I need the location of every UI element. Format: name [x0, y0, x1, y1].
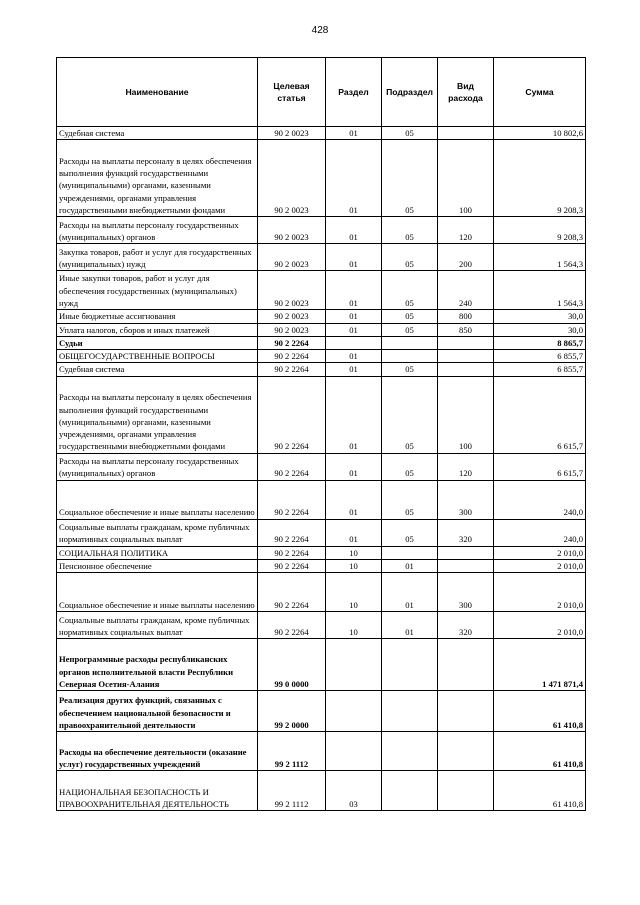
table-row: [57, 140, 586, 217]
table-row: [57, 376, 586, 453]
table-row: [57, 519, 586, 546]
row-name-cell: Непрограммные расходы республиканских органов исполнительной власти Республики Северная Осетия-Алания: [57, 639, 258, 691]
header-subsection: Подраздел: [382, 58, 438, 127]
row-name-cell: Уплата налогов, сборов и иных платежей: [57, 323, 258, 336]
row-article-cell: 90 2 0023: [258, 310, 326, 323]
row-section-cell: 01: [326, 140, 382, 217]
row-sum-cell: 240,0: [494, 519, 586, 546]
row-article-cell: 90 2 0023: [258, 323, 326, 336]
row-type-cell: [438, 350, 494, 363]
row-name-cell: Закупка товаров, работ и услуг для государственных (муниципальных) нужд: [57, 244, 258, 271]
row-sum-cell: 2 010,0: [494, 573, 586, 612]
row-type-cell: [438, 732, 494, 771]
row-article-cell: 90 2 2264: [258, 350, 326, 363]
row-subsection-cell: 05: [382, 453, 438, 480]
row-subsection-cell: 05: [382, 519, 438, 546]
row-article-cell: 90 2 2264: [258, 612, 326, 639]
row-name-cell: Пенсионное обеспечение: [57, 560, 258, 573]
row-type-cell: 850: [438, 323, 494, 336]
row-section-cell: 10: [326, 546, 382, 559]
table-row: [57, 336, 586, 349]
table-header-row: [57, 58, 586, 127]
table-row: [57, 639, 586, 691]
table-body: [57, 127, 586, 811]
row-name-cell: НАЦИОНАЛЬНАЯ БЕЗОПАСНОСТЬ И ПРАВООХРАНИТЕЛЬНАЯ ДЕЯТЕЛЬНОСТЬ: [57, 771, 258, 811]
table-row: [57, 480, 586, 519]
row-type-cell: 300: [438, 573, 494, 612]
row-section-cell: 01: [326, 323, 382, 336]
header-name: Наименование: [57, 58, 258, 127]
row-subsection-cell: [382, 350, 438, 363]
table-row: [57, 771, 586, 811]
table-row: [57, 546, 586, 559]
table-row: [57, 612, 586, 639]
row-name-cell: Расходы на обеспечение деятельности (оказание услуг) государственных учреждений: [57, 732, 258, 771]
row-type-cell: 100: [438, 376, 494, 453]
row-subsection-cell: 05: [382, 271, 438, 310]
page-number: 428: [311, 25, 329, 36]
row-section-cell: 01: [326, 376, 382, 453]
table-row: [57, 350, 586, 363]
row-subsection-cell: [382, 771, 438, 811]
row-article-cell: 90 2 2264: [258, 480, 326, 519]
row-article-cell: 90 2 0023: [258, 127, 326, 140]
row-type-cell: [438, 127, 494, 140]
table-row: [57, 560, 586, 573]
row-name-cell: Иные закупки товаров, работ и услуг для обеспечения государственных (муниципальных) нужд: [57, 271, 258, 310]
row-article-cell: 90 2 2264: [258, 560, 326, 573]
row-section-cell: 01: [326, 244, 382, 271]
row-sum-cell: 30,0: [494, 323, 586, 336]
row-type-cell: 320: [438, 519, 494, 546]
budget-table: [56, 57, 586, 811]
table-row: [57, 323, 586, 336]
row-article-cell: 99 2 1112: [258, 771, 326, 811]
row-type-cell: [438, 771, 494, 811]
row-subsection-cell: 05: [382, 140, 438, 217]
row-section-cell: 01: [326, 271, 382, 310]
row-subsection-cell: [382, 336, 438, 349]
row-sum-cell: 30,0: [494, 310, 586, 323]
row-sum-cell: 1 564,3: [494, 244, 586, 271]
row-name-cell: Реализация других функций, связанных с обеспечением национальной безопасности и правоохранительной деятельности: [57, 691, 258, 732]
row-type-cell: 200: [438, 244, 494, 271]
row-section-cell: 01: [326, 519, 382, 546]
row-sum-cell: 10 802,6: [494, 127, 586, 140]
row-section-cell: 03: [326, 771, 382, 811]
row-subsection-cell: 05: [382, 244, 438, 271]
row-sum-cell: 61 410,8: [494, 732, 586, 771]
row-type-cell: 240: [438, 271, 494, 310]
header-sum: Сумма: [494, 58, 586, 127]
row-article-cell: 90 2 2264: [258, 519, 326, 546]
row-sum-cell: 9 208,3: [494, 140, 586, 217]
row-type-cell: [438, 691, 494, 732]
row-type-cell: 120: [438, 453, 494, 480]
row-subsection-cell: 05: [382, 323, 438, 336]
row-name-cell: Расходы на выплаты персоналу в целях обеспечения выполнения функций государственными (муниципальными) органами, казенными учреждениями, органами управления государственными внебюджетными фондами: [57, 376, 258, 453]
row-name-cell: ОБЩЕГОСУДАРСТВЕННЫЕ ВОПРОСЫ: [57, 350, 258, 363]
row-subsection-cell: [382, 691, 438, 732]
row-name-cell: Судебная система: [57, 363, 258, 376]
row-name-cell: Расходы на выплаты персоналу государственных (муниципальных) органов: [57, 453, 258, 480]
row-article-cell: 90 2 2264: [258, 453, 326, 480]
row-name-cell: Иные бюджетные ассигнования: [57, 310, 258, 323]
row-subsection-cell: 05: [382, 363, 438, 376]
row-sum-cell: 6 615,7: [494, 376, 586, 453]
row-article-cell: 99 2 0000: [258, 691, 326, 732]
row-section-cell: [326, 691, 382, 732]
header-target-article: Целевая статья: [258, 58, 326, 127]
table-row: [57, 453, 586, 480]
row-name-cell: Расходы на выплаты персоналу государственных (муниципальных) органов: [57, 217, 258, 244]
row-article-cell: 90 2 2264: [258, 546, 326, 559]
row-section-cell: [326, 336, 382, 349]
table-row: [57, 310, 586, 323]
row-subsection-cell: 05: [382, 310, 438, 323]
row-sum-cell: 6 855,7: [494, 363, 586, 376]
row-type-cell: 300: [438, 480, 494, 519]
row-sum-cell: 1 471 871,4: [494, 639, 586, 691]
row-type-cell: 320: [438, 612, 494, 639]
row-section-cell: 01: [326, 217, 382, 244]
row-subsection-cell: 01: [382, 573, 438, 612]
table-row: [57, 271, 586, 310]
row-sum-cell: 9 208,3: [494, 217, 586, 244]
row-section-cell: 01: [326, 127, 382, 140]
row-article-cell: 90 2 2264: [258, 363, 326, 376]
row-subsection-cell: 01: [382, 612, 438, 639]
row-section-cell: [326, 639, 382, 691]
row-type-cell: [438, 639, 494, 691]
row-article-cell: 90 2 2264: [258, 573, 326, 612]
row-type-cell: [438, 546, 494, 559]
row-sum-cell: 1 564,3: [494, 271, 586, 310]
header-section: Раздел: [326, 58, 382, 127]
row-type-cell: 120: [438, 217, 494, 244]
row-type-cell: 800: [438, 310, 494, 323]
row-name-cell: Социальное обеспечение и иные выплаты населению: [57, 573, 258, 612]
row-article-cell: 90 2 2264: [258, 376, 326, 453]
row-name-cell: Социальное обеспечение и иные выплаты населению: [57, 480, 258, 519]
row-article-cell: 90 2 0023: [258, 244, 326, 271]
row-type-cell: 100: [438, 140, 494, 217]
row-sum-cell: 61 410,8: [494, 691, 586, 732]
table-row: [57, 691, 586, 732]
row-sum-cell: 240,0: [494, 480, 586, 519]
row-section-cell: 01: [326, 350, 382, 363]
row-subsection-cell: 01: [382, 560, 438, 573]
row-sum-cell: 6 855,7: [494, 350, 586, 363]
row-name-cell: СОЦИАЛЬНАЯ ПОЛИТИКА: [57, 546, 258, 559]
table-row: [57, 217, 586, 244]
row-article-cell: 90 2 2264: [258, 336, 326, 349]
row-sum-cell: 6 615,7: [494, 453, 586, 480]
row-article-cell: 99 0 0000: [258, 639, 326, 691]
row-subsection-cell: 05: [382, 376, 438, 453]
row-section-cell: 01: [326, 453, 382, 480]
table-row: [57, 244, 586, 271]
row-subsection-cell: 05: [382, 217, 438, 244]
row-sum-cell: 2 010,0: [494, 612, 586, 639]
header-expense-type: Вид расхода: [438, 58, 494, 127]
row-name-cell: Социальные выплаты гражданам, кроме публичных нормативных социальных выплат: [57, 519, 258, 546]
row-subsection-cell: [382, 639, 438, 691]
row-name-cell: Судебная система: [57, 127, 258, 140]
row-section-cell: 01: [326, 363, 382, 376]
row-name-cell: Расходы на выплаты персоналу в целях обеспечения выполнения функций государственными (муниципальными) органами, казенными учреждениями, органами управления государственными внебюджетными фондами: [57, 140, 258, 217]
row-name-cell: Социальные выплаты гражданам, кроме публичных нормативных социальных выплат: [57, 612, 258, 639]
row-sum-cell: 2 010,0: [494, 560, 586, 573]
table-row: [57, 732, 586, 771]
table-row: [57, 573, 586, 612]
row-section-cell: [326, 732, 382, 771]
row-article-cell: 90 2 0023: [258, 271, 326, 310]
row-section-cell: 01: [326, 310, 382, 323]
row-section-cell: 10: [326, 612, 382, 639]
row-section-cell: 10: [326, 573, 382, 612]
row-subsection-cell: [382, 546, 438, 559]
row-sum-cell: 8 865,7: [494, 336, 586, 349]
row-type-cell: [438, 336, 494, 349]
row-subsection-cell: 05: [382, 480, 438, 519]
row-sum-cell: 61 410,8: [494, 771, 586, 811]
row-article-cell: 90 2 0023: [258, 217, 326, 244]
table-row: [57, 127, 586, 140]
row-section-cell: 01: [326, 480, 382, 519]
row-type-cell: [438, 560, 494, 573]
row-sum-cell: 2 010,0: [494, 546, 586, 559]
row-subsection-cell: 05: [382, 127, 438, 140]
row-article-cell: 90 2 0023: [258, 140, 326, 217]
row-name-cell: Судьи: [57, 336, 258, 349]
row-type-cell: [438, 363, 494, 376]
row-section-cell: 10: [326, 560, 382, 573]
row-article-cell: 99 2 1112: [258, 732, 326, 771]
row-subsection-cell: [382, 732, 438, 771]
table-row: [57, 363, 586, 376]
